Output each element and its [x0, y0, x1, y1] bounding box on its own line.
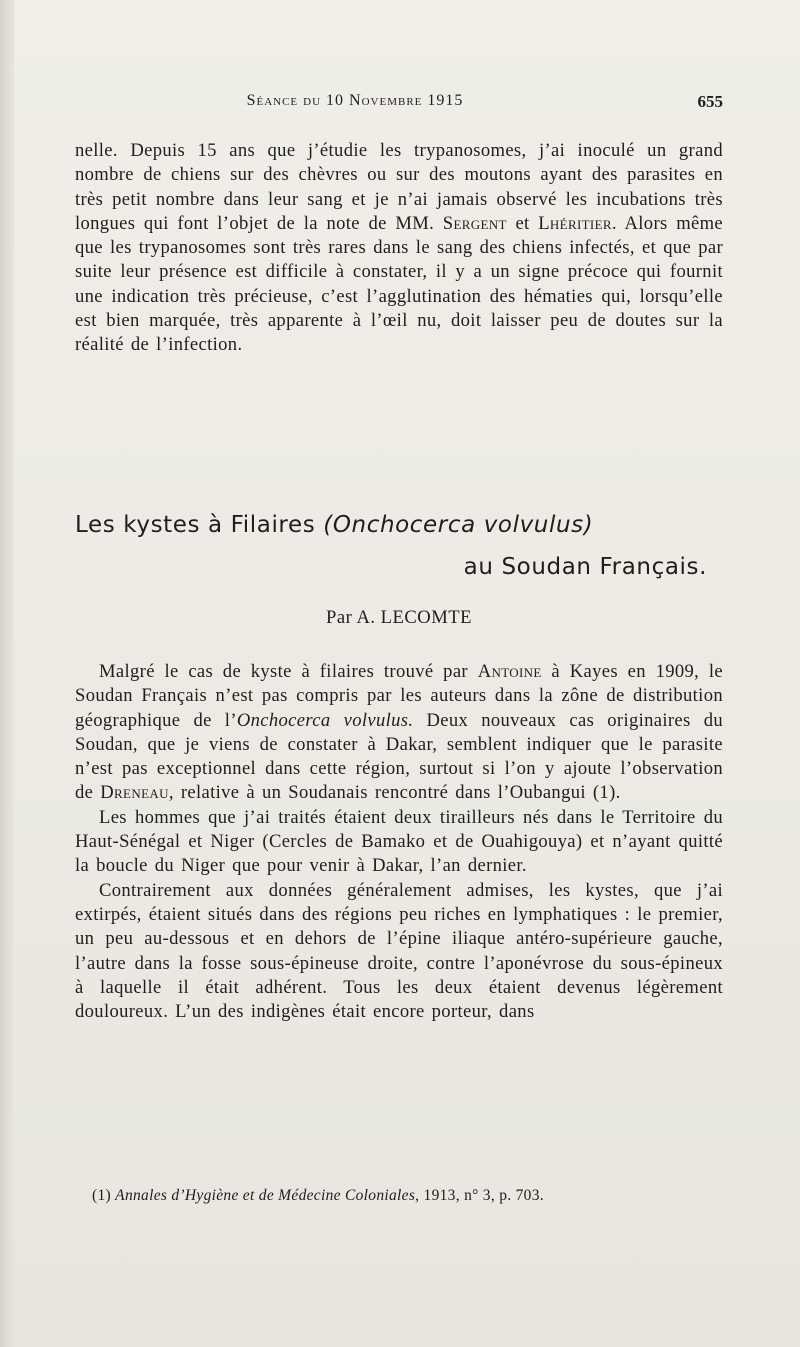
author-name-dreneau: Dreneau — [100, 782, 169, 804]
article-title-species: (Onchocerca volvulus) — [323, 512, 594, 538]
p1-part-4: , relative à un Soudanais rencontré dans l’Oubangui (1). — [168, 782, 621, 804]
article-title-line-1 — [75, 512, 723, 538]
author-name-sergent: Sergent — [442, 212, 507, 234]
running-title: Séance du 10 Novembre 1915 — [246, 92, 464, 109]
footnote-details: 1913, n° 3, p. 703. — [423, 1187, 544, 1204]
author-name-lheritier: Lhéritier — [538, 212, 612, 234]
body-paragraph-1 — [75, 660, 723, 806]
article-byline: Par A. LECOMTE — [326, 607, 472, 628]
article-title-start: Les kystes à Filaires — [75, 512, 316, 538]
article-title-end: au Soudan Français. — [463, 554, 707, 580]
page-number: 655 — [697, 92, 723, 111]
species-name: Onchocerca volvulus. — [236, 709, 414, 731]
p1-part-1: Malgré le cas de kyste à filaires trouvé par — [99, 661, 468, 682]
body-paragraph-2: Les hommes que j’ai traités étaient deux tirailleurs nés dans le Territoire du Haut-Sénégal et Niger (Cercles de Bamako et de Ouahigouya) et n’ayant quitté la boucle du Niger que pour venir à Dakar, l’an dernier. — [75, 806, 723, 877]
p1-part-3: Deux nouveaux cas originaires du Soudan, que je viens de constater à Dakar, semblent indiquer que le parasite n’est pas exceptionnel dans cette région, surtout si l’on y ajoute l’observation de — [75, 709, 723, 804]
author-connector: et — [515, 212, 530, 234]
footnote — [92, 1186, 712, 1206]
author-name-antoine: Antoine — [477, 661, 542, 682]
footnote-source: Annales d’Hygiène et de Médecine Coloniales, — [115, 1187, 420, 1204]
running-header — [75, 92, 723, 118]
book-spine-shadow — [0, 0, 14, 1347]
footnote-marker: (1) — [92, 1187, 111, 1204]
body-paragraph-3: Contrairement aux données généralement admises, les kystes, que j’ai extirpés, étaient situés dans des régions peu riches en lymphatiques : le premier, un peu au-dessous et en dehors de l’épine iliaque antéro-supérieure gauche, l’autre dans la fosse sous-épineuse droite, contre l’aponévrose du sous-épineux à laquelle il était adhérent. Tous les deux étaient devenus légèrement douloureux. L’un des indigènes était encore porteur, dans — [75, 879, 723, 1023]
p1-part-2: à Kayes en 1909, le Soudan Français n’est pas compris par les auteurs dans la zône de distribution géographique de l’ — [75, 661, 723, 731]
continued-text-start: nelle. Depuis 15 ans que j’étudie les trypanosomes, j’ai inoculé un grand nombre de chiens sur des chèvres ou sur des moutons ayant des parasites en très petit nombre dans leur sang et je n’ai jamais observé les incubations très longues qui font l’objet de la note de MM. — [75, 140, 723, 234]
article-body — [75, 660, 723, 1024]
continued-text — [75, 139, 723, 358]
continued-paragraph — [75, 139, 723, 358]
continued-text-end: . Alors même que les trypanosomes sont très rares dans le sang des chiens infectés, et que par suite leur présence est difficile à constater, il y a un signe précoce qui fournit une indication très précieuse, c’est l’agglutination des hématies qui, lorsqu’elle est bien marquée, très apparente à l’œil nu, doit laisser peu de doutes sur la réalité de l’infection. — [75, 212, 724, 356]
article-title-line-2 — [75, 554, 707, 580]
